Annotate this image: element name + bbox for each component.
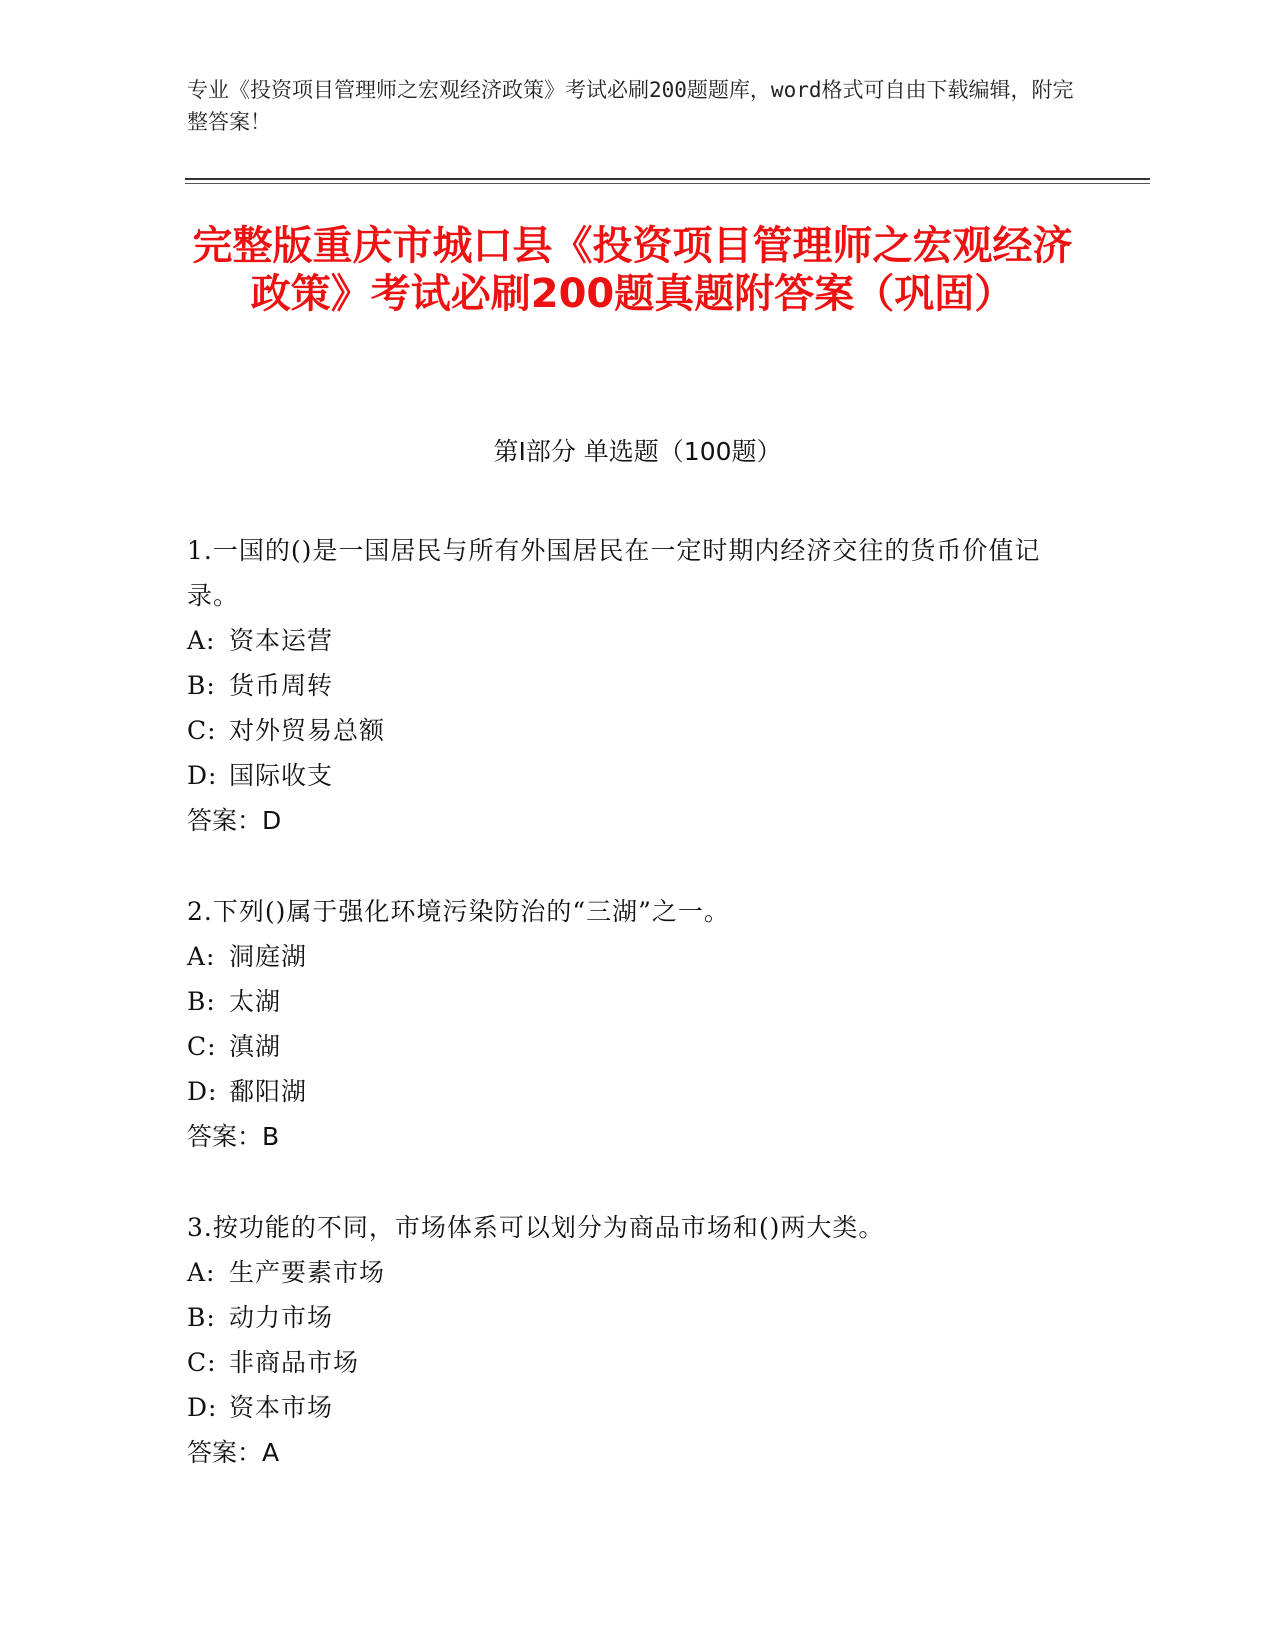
option-letter: B: bbox=[187, 671, 216, 700]
option-b bbox=[187, 1295, 1067, 1340]
option-text: 滇湖 bbox=[229, 1032, 282, 1061]
option-text: 国际收支 bbox=[229, 761, 334, 790]
option-c bbox=[187, 1024, 1067, 1069]
option-letter: B: bbox=[187, 1303, 216, 1332]
option-text: 洞庭湖 bbox=[229, 942, 308, 971]
option-letter: D: bbox=[187, 1393, 218, 1422]
option-b bbox=[187, 979, 1067, 1024]
section-title: 第Ⅰ部分 单选题（100题） bbox=[493, 437, 782, 466]
option-letter: D: bbox=[187, 1077, 218, 1106]
header-rule-thick bbox=[185, 178, 1150, 180]
document-title: 完整版重庆市城口县《投资项目管理师之宏观经济政策》考试必刷200题真题附答案（巩固） bbox=[192, 223, 1073, 317]
option-text: 鄱阳湖 bbox=[229, 1077, 308, 1106]
header-rule-thin bbox=[185, 183, 1150, 184]
option-text: 非商品市场 bbox=[229, 1348, 360, 1377]
option-letter: C: bbox=[187, 1032, 217, 1061]
option-d bbox=[187, 1069, 1067, 1114]
option-text: 动力市场 bbox=[229, 1303, 334, 1332]
option-letter: C: bbox=[187, 716, 217, 745]
option-text: 生产要素市场 bbox=[229, 1258, 386, 1287]
option-b bbox=[187, 663, 1067, 708]
question-stem: 3.按功能的不同，市场体系可以划分为商品市场和()两大类。 bbox=[187, 1213, 885, 1242]
option-text: 资本市场 bbox=[229, 1393, 334, 1422]
option-letter: C: bbox=[187, 1348, 217, 1377]
option-c bbox=[187, 1340, 1067, 1385]
option-text: 货币周转 bbox=[229, 671, 334, 700]
question-1 bbox=[187, 528, 1067, 843]
option-d bbox=[187, 1385, 1067, 1430]
option-letter: A: bbox=[187, 942, 216, 971]
header-note: 专业《投资项目管理师之宏观经济政策》考试必刷200题题库，word格式可自由下载编辑，附完整答案！ bbox=[187, 78, 1074, 134]
option-a bbox=[187, 618, 1067, 663]
question-list bbox=[187, 528, 1067, 1521]
question-stem: 1.一国的()是一国居民与所有外国居民在一定时期内经济交往的货币价值记录。 bbox=[187, 536, 1041, 610]
option-a bbox=[187, 934, 1067, 979]
option-letter: D: bbox=[187, 761, 218, 790]
option-letter: A: bbox=[187, 626, 216, 655]
option-text: 对外贸易总额 bbox=[229, 716, 386, 745]
option-text: 太湖 bbox=[229, 987, 282, 1016]
option-d bbox=[187, 753, 1067, 798]
option-text: 资本运营 bbox=[229, 626, 334, 655]
option-c bbox=[187, 708, 1067, 753]
option-letter: A: bbox=[187, 1258, 216, 1287]
option-a bbox=[187, 1250, 1067, 1295]
answer-line: 答案：A bbox=[187, 1438, 280, 1467]
option-letter: B: bbox=[187, 987, 216, 1016]
question-stem: 2.下列()属于强化环境污染防治的“三湖”之一。 bbox=[187, 897, 730, 926]
question-2 bbox=[187, 889, 1067, 1159]
answer-line: 答案：D bbox=[187, 806, 282, 835]
answer-line: 答案：B bbox=[187, 1122, 280, 1151]
question-3 bbox=[187, 1205, 1067, 1475]
